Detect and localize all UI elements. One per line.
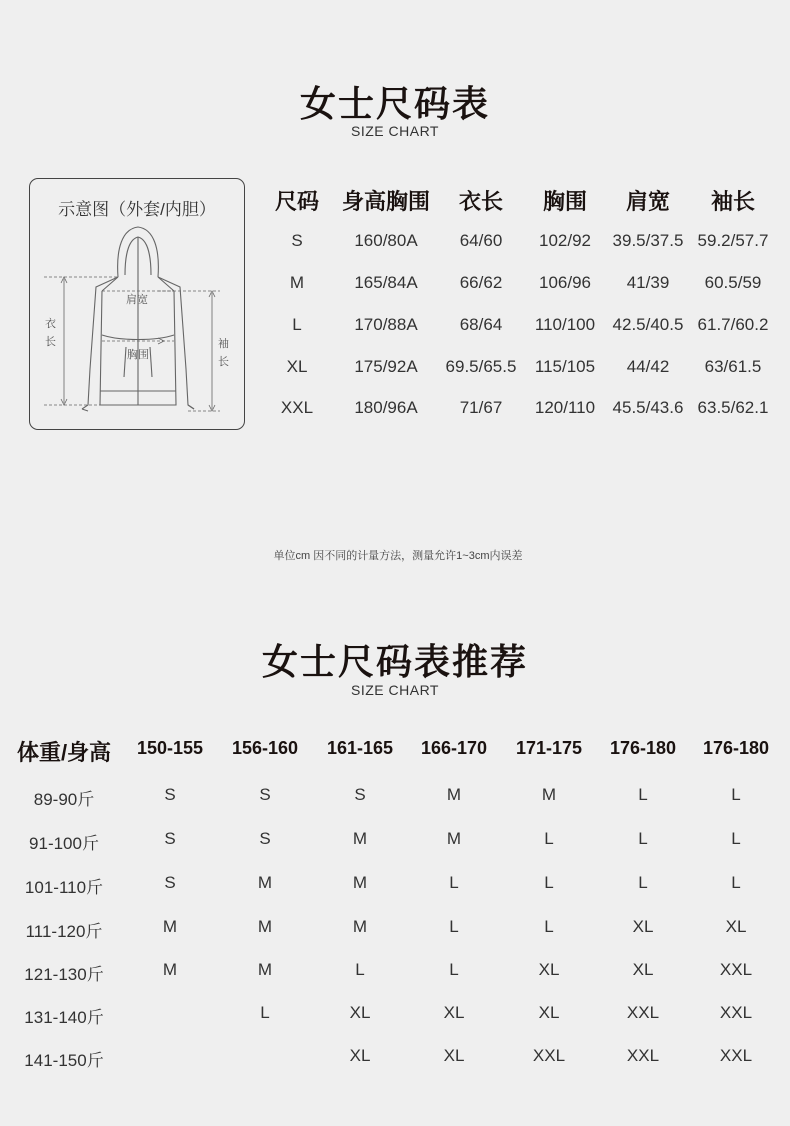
recommended-size-cell: L: [638, 829, 648, 848]
measurement-note: 单位cm 因不同的计量方法，测量允许1~3cm内误差: [273, 550, 523, 562]
recommended-size-cell: L: [260, 1003, 270, 1022]
recommended-size-cell: L: [638, 785, 648, 804]
size-table-cell: M: [289, 273, 305, 292]
weight-label: 91-100斤: [29, 834, 99, 853]
size-chart-title: 女士尺码表: [299, 83, 490, 124]
recommended-size-cell: S: [164, 785, 176, 804]
recommended-size-cell: L: [638, 873, 648, 892]
size-table-cell: 59.2/57.7: [697, 231, 769, 250]
recommended-size-cell: M: [541, 785, 557, 804]
corner-header: 体重/身高: [16, 740, 112, 765]
recommended-size-cell: S: [164, 829, 176, 848]
size-table-cell: 71/67: [459, 398, 503, 417]
size-table-cell: 39.5/37.5: [612, 231, 684, 250]
size-table-cell: 165/84A: [354, 273, 418, 292]
jacket-diagram: [29, 178, 245, 430]
recommended-size-cell: L: [544, 917, 554, 936]
recommended-size-cell: S: [259, 829, 271, 848]
size-table-cell: XL: [286, 357, 308, 376]
size-table-header: 袖长: [710, 189, 756, 214]
recommended-size-cell: L: [449, 960, 459, 979]
size-table-cell: 41/39: [626, 273, 670, 292]
recommended-size-cell: M: [162, 917, 178, 936]
size-table-cell: 120/110: [534, 398, 596, 417]
height-header: 161-165: [326, 738, 394, 758]
shoulder-label: 肩宽: [126, 294, 148, 306]
recommended-size-cell: M: [257, 873, 273, 892]
height-header: 156-160: [231, 738, 299, 758]
size-table-header: 尺码: [274, 189, 320, 214]
size-table-cell: 68/64: [459, 315, 503, 334]
height-header: 176-180: [609, 738, 677, 758]
height-header: 176-180: [702, 738, 770, 758]
size-table-cell: 60.5/59: [704, 273, 762, 292]
recommended-size-cell: L: [731, 829, 741, 848]
recommended-size-cell: S: [259, 785, 271, 804]
recommended-size-cell: L: [544, 873, 554, 892]
size-table-header: 胸围: [542, 189, 588, 214]
recommended-size-cell: L: [449, 917, 459, 936]
recommended-size-cell: XL: [725, 917, 747, 936]
size-table-cell: 45.5/43.6: [612, 398, 684, 417]
size-table-cell: 61.7/60.2: [697, 315, 769, 334]
size-table-cell: 115/105: [534, 357, 596, 376]
recommended-size-cell: L: [731, 873, 741, 892]
size-table-cell: 106/96: [539, 273, 591, 292]
size-table-cell: 160/80A: [354, 231, 418, 250]
recommended-size-cell: M: [446, 829, 462, 848]
length-label: 衣长: [45, 318, 56, 348]
recommended-size-cell: M: [257, 917, 273, 936]
size-table-cell: 180/96A: [354, 398, 418, 417]
weight-label: 131-140斤: [24, 1008, 104, 1027]
recommended-size-cell: S: [164, 873, 176, 892]
recommended-size-cell: XL: [632, 917, 654, 936]
recommended-size-cell: M: [257, 960, 273, 979]
recommended-size-cell: L: [731, 785, 741, 804]
size-table-cell: 102/92: [539, 231, 591, 250]
weight-label: 89-90斤: [33, 790, 95, 809]
size-table-cell: 44/42: [626, 357, 670, 376]
recommended-size-cell: XXL: [626, 1003, 660, 1022]
weight-label: 101-110斤: [24, 878, 104, 897]
recommended-size-cell: L: [544, 829, 554, 848]
size-chart-subtitle: SIZE CHART: [351, 123, 439, 139]
weight-label: 121-130斤: [24, 965, 104, 984]
recommended-size-cell: XXL: [626, 1046, 660, 1065]
size-table-cell: 66/62: [459, 273, 503, 292]
recommended-size-cell: M: [352, 873, 368, 892]
size-table-cell: 63/61.5: [704, 357, 762, 376]
size-table-cell: 69.5/65.5: [445, 357, 517, 376]
size-table-cell: 110/100: [534, 315, 596, 334]
size-table-cell: 175/92A: [354, 357, 418, 376]
recommended-size-cell: M: [446, 785, 462, 804]
recommended-size-cell: XL: [538, 960, 560, 979]
recommended-size-cell: XXL: [719, 1003, 753, 1022]
recommended-size-cell: XXL: [532, 1046, 566, 1065]
recommended-size-cell: M: [352, 917, 368, 936]
recommended-size-cell: M: [352, 829, 368, 848]
weight-label: 141-150斤: [24, 1051, 104, 1070]
height-header: 166-170: [420, 738, 488, 758]
size-table-header: 肩宽: [625, 189, 671, 214]
recommended-size-cell: XL: [349, 1003, 371, 1022]
size-table-cell: L: [292, 315, 302, 334]
sleeve-label: 袖长: [218, 338, 229, 368]
chest-label: 胸围: [127, 349, 149, 361]
diagram-label: 示意图（外套/内胆）: [58, 200, 216, 219]
size-table-cell: XXL: [280, 398, 314, 417]
size-table-cell: 170/88A: [354, 315, 418, 334]
size-table-cell: 63.5/62.1: [697, 398, 769, 417]
recommended-size-cell: XXL: [719, 1046, 753, 1065]
height-header: 150-155: [136, 738, 204, 758]
recommended-size-cell: S: [354, 785, 366, 804]
size-table-cell: S: [291, 231, 303, 250]
weight-label: 111-120斤: [25, 922, 103, 941]
size-table-cell: 42.5/40.5: [612, 315, 684, 334]
recommended-size-cell: XL: [349, 1046, 371, 1065]
size-table-header: 身高胸围: [341, 189, 431, 214]
recommended-size-cell: XL: [443, 1046, 465, 1065]
size-table-cell: 64/60: [459, 231, 503, 250]
recommended-size-cell: XXL: [719, 960, 753, 979]
recommended-size-cell: M: [162, 960, 178, 979]
recommend-title: 女士尺码表推荐: [261, 641, 528, 682]
recommended-size-cell: L: [449, 873, 459, 892]
recommended-size-cell: XL: [443, 1003, 465, 1022]
recommended-size-cell: L: [355, 960, 365, 979]
recommended-size-cell: XL: [538, 1003, 560, 1022]
recommended-size-cell: XL: [632, 960, 654, 979]
size-table-header: 衣长: [458, 189, 504, 214]
height-header: 171-175: [515, 738, 583, 758]
recommend-subtitle: SIZE CHART: [351, 682, 439, 698]
